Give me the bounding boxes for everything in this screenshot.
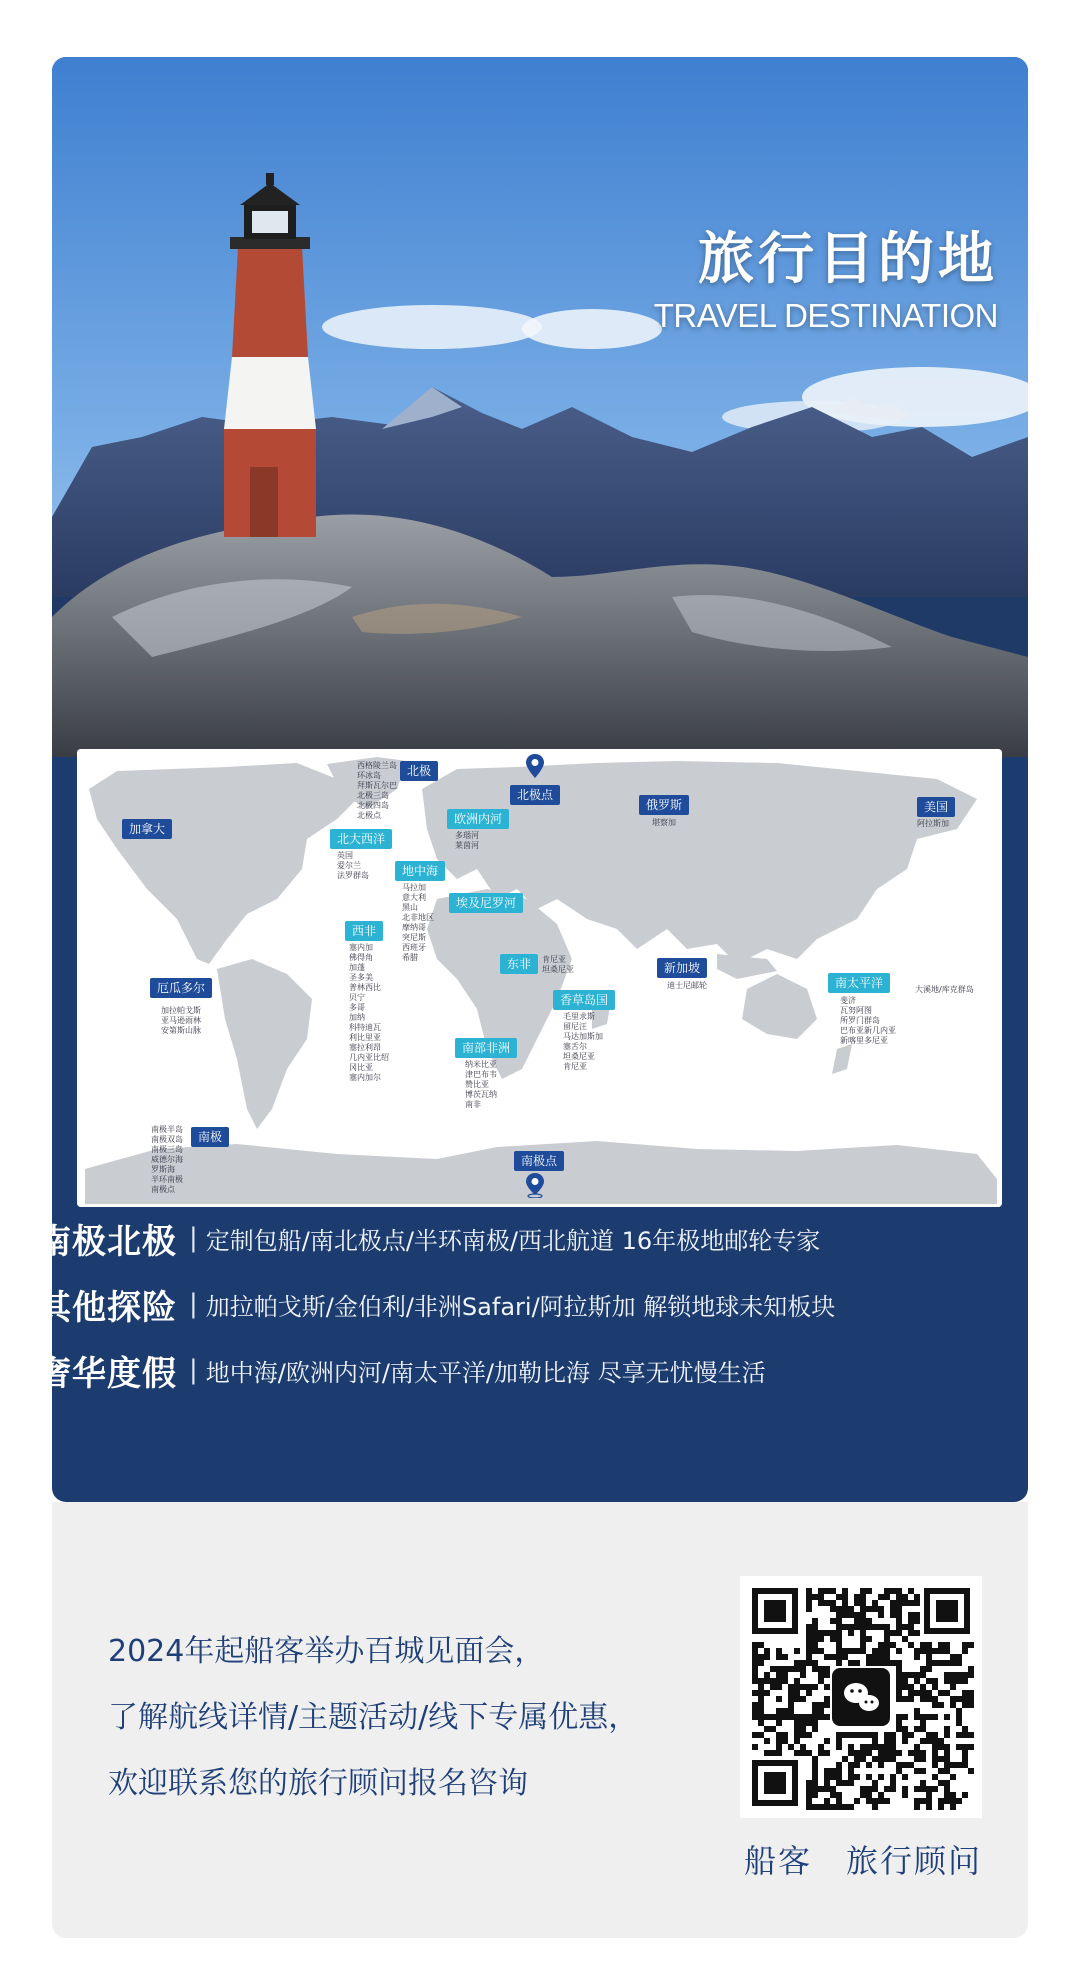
- sublist-item: 塞拉利昂: [349, 1043, 381, 1052]
- sublist-item: 突尼斯: [402, 933, 426, 942]
- sublist-item: 博茨瓦纳: [465, 1090, 497, 1099]
- sublist-item: 普林西比: [349, 983, 381, 992]
- qr-caption: [744, 1836, 982, 1882]
- category-separator: |: [189, 1355, 198, 1385]
- sublist-item: 加拉帕戈斯: [161, 1006, 201, 1015]
- sublist-item: 新喀里多尼亚: [840, 1036, 888, 1045]
- map-tag-north-atlantic[interactable]: 北大西洋: [330, 829, 392, 849]
- lighthouse-landscape-image: [52, 57, 1028, 757]
- hero-subtitle: TRAVEL DESTINATION: [653, 297, 998, 334]
- sublist-item: 南极三岛: [151, 1145, 183, 1154]
- map-tag-ecuador[interactable]: 厄瓜多尔: [150, 978, 212, 998]
- sublist-item: 佛得角: [349, 953, 373, 962]
- sublist-item: 亚马逊雨林: [161, 1016, 201, 1025]
- sublist-item: 所罗门群岛: [840, 1016, 880, 1025]
- map-tag-singapore[interactable]: 新加坡: [657, 958, 707, 978]
- sublist-item: 圣多美: [349, 973, 373, 982]
- antarctic-sublist: [151, 1125, 183, 1195]
- qr-code-image: [740, 1576, 982, 1818]
- sublist-item: 南极双岛: [151, 1135, 183, 1144]
- map-tag-arctic[interactable]: 北极: [400, 761, 438, 781]
- sublist-item: 北极三岛: [357, 791, 389, 800]
- sublist-item: 毛里求斯: [563, 1012, 595, 1021]
- contact-line: 欢迎联系您的旅行顾问报名咨询: [108, 1766, 528, 1801]
- category-title: 其他探险: [37, 1287, 177, 1328]
- south-pacific-sublist: [840, 996, 896, 1046]
- singapore-sublist: [667, 981, 707, 991]
- hero-title: 旅行目的地: [698, 227, 998, 292]
- qr-caption-brand: 船客: [744, 1842, 813, 1880]
- sublist-item: 留尼汪: [563, 1022, 587, 1031]
- sublist-item: 利比里亚: [349, 1033, 381, 1042]
- sublist-item: 北极点: [357, 811, 381, 820]
- category-row-expedition[interactable]: [37, 1271, 957, 1337]
- world-map: [77, 749, 1002, 1207]
- sublist-item: 半环南极: [151, 1175, 183, 1184]
- sublist-item: 马拉加: [402, 883, 426, 892]
- sublist-item: 环冰岛: [357, 771, 381, 780]
- vanilla-islands-sublist: [563, 1012, 603, 1072]
- category-description: 定制包船/南北极点/半环南极/西北航道 16年极地邮轮专家: [205, 1226, 821, 1255]
- sublist-item: 多哥: [349, 1003, 365, 1012]
- sublist-item: 莱茵河: [455, 841, 479, 850]
- arctic-sublist: [357, 761, 397, 821]
- sublist-item: 北非地区: [402, 913, 434, 922]
- sublist-item: 马达加斯加: [563, 1032, 603, 1041]
- map-tag-west-africa[interactable]: 西非: [345, 921, 383, 941]
- european-rivers-sublist: [455, 831, 479, 851]
- sublist-item: 堪察加: [652, 818, 676, 827]
- sublist-item: 贝宁: [349, 993, 365, 1002]
- category-row-luxury[interactable]: [37, 1337, 957, 1403]
- category-list: [37, 1205, 957, 1403]
- sublist-item: 瓦努阿图: [840, 1006, 872, 1015]
- map-tag-canada[interactable]: 加拿大: [122, 819, 172, 839]
- southern-africa-sublist: [465, 1060, 497, 1110]
- sublist-item: 黑山: [402, 903, 418, 912]
- sublist-item: 坦桑尼亚: [563, 1052, 595, 1061]
- sublist-item: 塞内加尔: [349, 1073, 381, 1082]
- sublist-item: 纳米比亚: [465, 1060, 497, 1069]
- category-row-polar[interactable]: [37, 1205, 957, 1271]
- sublist-item: 拜斯瓦尔巴: [357, 781, 397, 790]
- tahiti-sublist: [915, 985, 974, 995]
- sublist-item: 津巴布韦: [465, 1070, 497, 1079]
- sublist-item: 阿拉斯加: [917, 819, 949, 828]
- map-tag-north-pole[interactable]: 北极点: [510, 785, 560, 805]
- map-tag-south-pacific[interactable]: 南太平洋: [828, 973, 890, 993]
- sublist-item: 英国: [337, 851, 353, 860]
- east-africa-sublist: [542, 955, 574, 975]
- sublist-item: 肯尼亚: [542, 955, 566, 964]
- sublist-item: 法罗群岛: [337, 871, 369, 880]
- sublist-item: 巴布亚新几内亚: [840, 1026, 896, 1035]
- category-title: 奢华度假: [37, 1353, 177, 1394]
- north-pole-location-pin-icon: [525, 753, 545, 779]
- sublist-item: 坦桑尼亚: [542, 965, 574, 974]
- sublist-item: 北极四岛: [357, 801, 389, 810]
- sublist-item: 冈比亚: [349, 1063, 373, 1072]
- sublist-item: 摩纳哥: [402, 923, 426, 932]
- sublist-item: 加蓬: [349, 963, 365, 972]
- category-description: 加拉帕戈斯/金伯利/非洲Safari/阿拉斯加 解锁地球未知板块: [205, 1292, 836, 1321]
- ecuador-sublist: [161, 1006, 201, 1036]
- south-pole-location-pin-icon: [525, 1172, 545, 1198]
- sublist-item: 塞内加: [349, 943, 373, 952]
- russia-sublist: [652, 818, 676, 828]
- category-description: 地中海/欧洲内河/南太平洋/加勒比海 尽享无忧慢生活: [205, 1358, 766, 1387]
- contact-message: [108, 1619, 638, 1817]
- sublist-item: 希腊: [402, 953, 418, 962]
- map-tag-vanilla-islands[interactable]: 香草岛国: [553, 990, 615, 1010]
- category-separator: |: [189, 1289, 198, 1319]
- sublist-item: 赞比亚: [465, 1080, 489, 1089]
- sublist-item: 几内亚比绍: [349, 1053, 389, 1062]
- sublist-item: 罗斯海: [151, 1165, 175, 1174]
- sublist-item: 安第斯山脉: [161, 1026, 201, 1035]
- wechat-qr-code[interactable]: [740, 1576, 982, 1818]
- qr-caption-role: 旅行顾问: [846, 1842, 983, 1880]
- sublist-item: 迪士尼邮轮: [667, 981, 707, 990]
- category-separator: |: [189, 1223, 198, 1253]
- usa-sublist: [917, 819, 949, 829]
- sublist-item: 西格陵兰岛: [357, 761, 397, 770]
- map-tag-usa[interactable]: 美国: [917, 797, 955, 817]
- sublist-item: 加纳: [349, 1013, 365, 1022]
- map-tag-southern-africa[interactable]: 南部非洲: [455, 1038, 517, 1058]
- sublist-item: 科特迪瓦: [349, 1023, 381, 1032]
- sublist-item: 西班牙: [402, 943, 426, 952]
- north-atlantic-sublist: [337, 851, 369, 881]
- contact-line: 了解航线详情/主题活动/线下专属优惠，: [108, 1700, 639, 1735]
- sublist-item: 意大利: [402, 893, 426, 902]
- sublist-item: 南极点: [151, 1185, 175, 1194]
- map-tag-east-africa[interactable]: 东非: [500, 954, 538, 974]
- sublist-item: 威德尔海: [151, 1155, 183, 1164]
- hero-banner: [52, 57, 1028, 757]
- map-tag-egypt-nile[interactable]: 埃及尼罗河: [449, 893, 523, 913]
- sublist-item: 多瑙河: [455, 831, 479, 840]
- map-tag-mediterranean[interactable]: 地中海: [395, 861, 445, 881]
- sublist-item: 肯尼亚: [563, 1062, 587, 1071]
- sublist-item: 斐济: [840, 996, 856, 1005]
- sublist-item: 爱尔兰: [337, 861, 361, 870]
- sublist-item: 塞舌尔: [563, 1042, 587, 1051]
- sublist-item: 南极半岛: [151, 1125, 183, 1134]
- contact-line: 2024年起船客举办百城见面会，: [108, 1634, 545, 1669]
- map-tag-antarctic[interactable]: 南极: [191, 1127, 229, 1147]
- map-tag-south-pole[interactable]: 南极点: [514, 1151, 564, 1171]
- contact-footer: [52, 1502, 1028, 1938]
- mediterranean-sublist: [402, 883, 434, 963]
- category-title: 南极北极: [37, 1221, 177, 1262]
- sublist-item: 大溪地/库克群岛: [915, 985, 974, 994]
- sublist-item: 南非: [465, 1100, 481, 1109]
- west-africa-sublist: [349, 943, 389, 1083]
- map-tag-european-rivers[interactable]: 欧洲内河: [447, 809, 509, 829]
- map-tag-russia[interactable]: 俄罗斯: [639, 795, 689, 815]
